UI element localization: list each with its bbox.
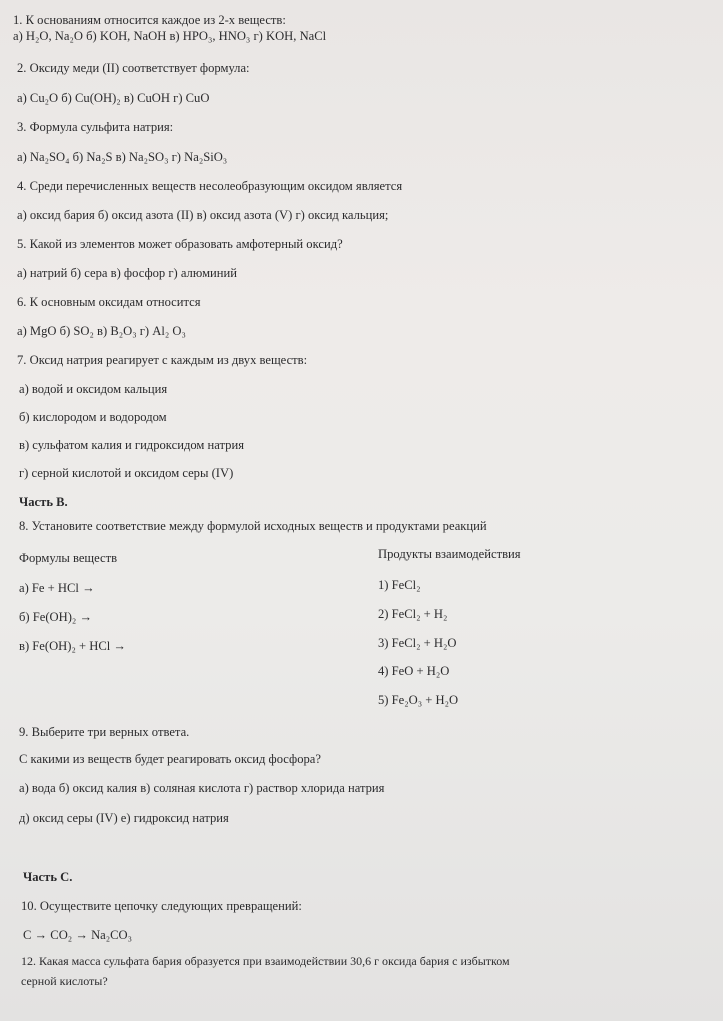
q10-title: 10. Осуществите цепочку следующих превращений:	[21, 899, 302, 913]
q8-left-item-c: в) Fe(OH)₂ + HCl →	[19, 639, 126, 653]
q12-line1: 12. Какая масса сульфата бария образуется при взаимодействии 30,6 г оксида бария с избытком	[21, 954, 510, 968]
q7-option-c: в) сульфатом калия и гидроксидом натрия	[19, 438, 245, 452]
part-c-heading: Часть С.	[23, 870, 73, 884]
q8-left-item-b: б) Fe(OH)₂ →	[19, 610, 93, 624]
q8-right-item-5: 5) Fe₂O₃ + H₂O	[378, 693, 459, 707]
q5-options: а) натрий б) сера в) фосфор г) алюминий	[17, 266, 238, 280]
q7-option-a: а) водой и оксидом кальция	[19, 382, 168, 396]
q4-options: а) оксид бария б) оксид азота (II) в) оксид азота (V) г) оксид кальция;	[17, 208, 389, 222]
q8-left-item-a: а) Fe + HCl →	[19, 581, 95, 595]
q9-options-line2: д) оксид серы (IV) е) гидроксид натрия	[19, 811, 229, 825]
q9-title: 9. Выберите три верных ответа.	[19, 725, 190, 739]
q7-title: 7. Оксид натрия реагирует с каждым из двух веществ:	[17, 353, 308, 367]
q6-title: 6. К основным оксидам относится	[17, 295, 201, 309]
q10-chain: C → CO₂ → Na₂CO₃	[23, 928, 133, 942]
q8-right-item-1: 1) FeCl₂	[378, 578, 421, 592]
q9-options-line1: а) вода б) оксид калия в) соляная кислота г) раствор хлорида натрия	[19, 781, 385, 795]
q3-options: а) Na₂SO₄ б) Na₂S в) Na₂SO₃ г) Na₂SiO₃	[17, 150, 228, 164]
q6-options: а) MgO б) SO₂ в) B₂O₃ г) Al₂ O₃	[17, 324, 186, 338]
q1-title: 1. К основаниям относится каждое из 2-х веществ:	[13, 13, 286, 27]
q8-right-item-2: 2) FeCl₂ + H₂	[378, 607, 448, 621]
q7-option-b: б) кислородом и водородом	[19, 410, 167, 424]
q3-title: 3. Формула сульфита натрия:	[17, 120, 174, 134]
q12-line2: серной кислоты?	[21, 974, 108, 988]
q1-options: а) H₂O, Na₂O б) KOH, NaOH в) HPO₃, HNO₃ г) KOH, NaCl	[13, 29, 327, 43]
q8-right-item-4: 4) FeO + H₂O	[378, 664, 450, 678]
q9-question: С какими из веществ будет реагировать оксид фосфора?	[19, 752, 321, 766]
q5-title: 5. Какой из элементов может образовать амфотерный оксид?	[17, 237, 343, 251]
q8-title: 8. Установите соответствие между формулой исходных веществ и продуктами реакций	[19, 519, 487, 533]
q8-left-header: Формулы веществ	[19, 551, 118, 565]
q4-title: 4. Среди перечисленных веществ несолеобразующим оксидом является	[17, 179, 403, 193]
q2-title: 2. Оксиду меди (II) соответствует формула:	[17, 61, 250, 75]
q8-right-item-3: 3) FeCl₂ + H₂O	[378, 636, 457, 650]
part-b-heading: Часть В.	[19, 495, 68, 509]
q2-options: а) Cu₂O б) Cu(OH)₂ в) CuOH г) CuO	[17, 91, 210, 105]
q8-right-header: Продукты взаимодействия	[378, 547, 521, 561]
q7-option-d: г) серной кислотой и оксидом серы (IV)	[19, 466, 234, 480]
